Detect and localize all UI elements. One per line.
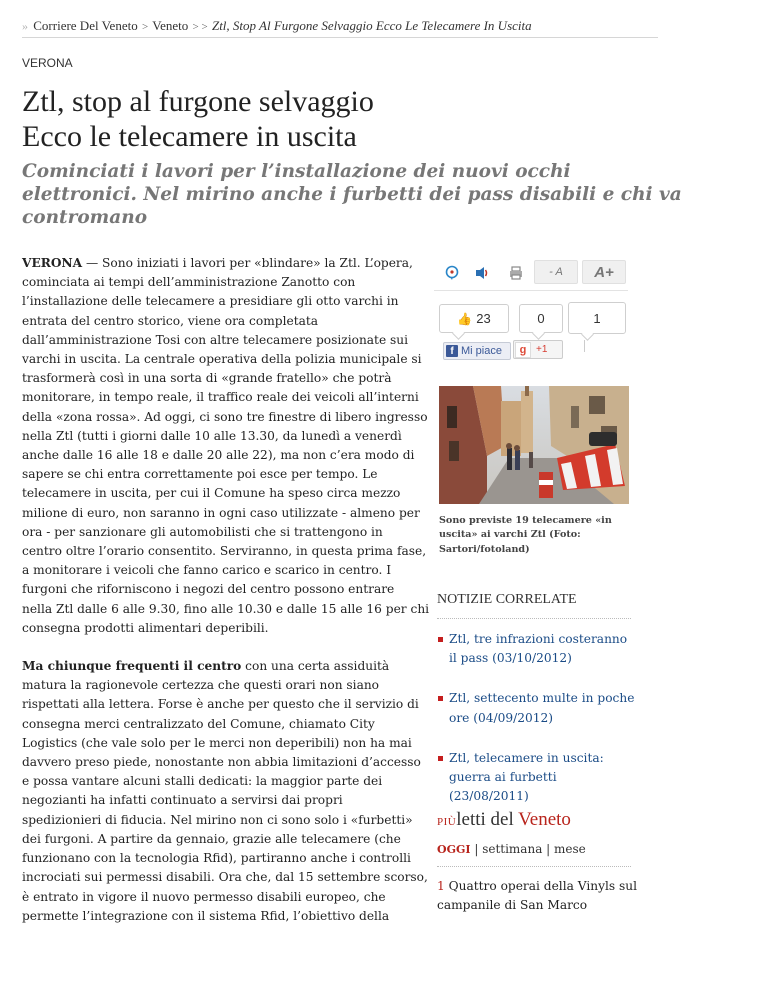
paragraph-line: rispettati alla lettera. Forse è anche per questo che il servizio di [22,697,419,712]
paragraph-line: anche dalle 16 alle 18 e dalle 20 alle 22), ma non c’era modo di [22,448,415,463]
font-increase-button[interactable]: A+ [582,260,626,284]
paragraph-line [22,254,422,273]
paragraph-line: sapere se chi entra correttamente poi esce per tempo. Le [22,467,378,482]
facebook-like-count: 23 [476,311,491,326]
most-read-letti: letti del [456,809,519,830]
paragraph-line: matura la ragionevole certezza che questi orari non siano [22,678,380,693]
thumbs-up-icon: 👍 [457,311,473,326]
period-tab-week[interactable]: settimana [482,842,543,856]
paragraph-line: Logistics (che vale solo per le merci non deperibili) non ha mai [22,735,412,750]
paragraph-line: consegna prodotti alimentari deperibili. [22,620,269,635]
link-line: (23/08/2011) [449,789,529,804]
paragraph-line: permette l’integrazione con il sistema Rfid, l’obiettivo della [22,908,390,923]
link-line: il pass (03/10/2012) [449,651,572,666]
most-read-item-text: Quattro operai della Vinyls sul [448,879,637,893]
paragraph-line: varchi in uscita. La centrale operativa della polizia municipale si [22,352,422,367]
paragraph-line: e possa vantare alcuni stalli dedicati: la maggior parte dei [22,774,383,789]
paragraph-line: telecamere in uscita, per cui il Comune ha speso circa mezzo [22,486,401,501]
related-news-item [437,630,637,668]
paragraph-line: ora - per sanzionare gli automobilisti che si trattengono in [22,524,383,539]
breadcrumb-separator: > [141,21,149,33]
related-news-link[interactable] [449,689,637,727]
paragraph-line: entrata del centro storico, viene ora completata [22,313,319,328]
subtitle-line: Cominciati i lavori per l’installazione dei nuovi occhi [22,161,571,182]
breadcrumb-section-link[interactable]: Veneto [152,18,189,33]
subtitle-line: elettronici. Nel mirino anche i furbetti dei pass disabili e chi va [22,184,682,205]
breadcrumb-separator: > > [192,21,208,33]
paragraph-line: monitorare, in tempo reale, il traffico reale dei veicoli all’interni [22,390,419,405]
most-read-item-line [437,877,637,896]
paragraph-text: — Sono iniziati i lavori per «blindare» la Ztl. L’opera, [82,256,413,270]
headline-line: Ecco le telecamere in uscita [22,120,357,153]
most-read-region: Veneto [518,809,571,830]
most-read-item[interactable] [437,877,637,915]
caption-line: uscita» ai varchi Ztl (Foto: [439,529,581,541]
link-line: Ztl, settecento multe in poche [449,691,635,706]
article-body [22,254,430,926]
facebook-icon: f [446,345,458,357]
paragraph-line: dall’amministrazione Tosi con altre telecamere posizionate sui [22,332,409,347]
link-line: guerra ai furbetti [449,770,557,785]
comment-icon[interactable] [442,263,462,283]
paragraph-line: trasformerà così in una sorta di «grande fratello» che potrà [22,371,392,386]
google-plus-icon: g [515,342,531,358]
facebook-like-label: Mi piace [461,345,502,357]
rank-number: 1 [437,879,445,893]
breadcrumb-arrow-icon: » [22,19,28,33]
most-read-periods [437,842,631,867]
dateline: VERONA [22,256,83,270]
gplus-count: 0 [537,311,545,326]
caption-line: Sartori/fotoland) [439,543,530,555]
paragraph-line: spedizionieri di fiducia. Nel mirino non ci sono solo i «furbetti» [22,812,413,827]
article-paragraph [22,254,430,638]
paragraph-line: a monitorare i veicoli che fanno carico e scarico in centro. I [22,563,392,578]
facebook-like-button[interactable] [443,342,511,360]
link-line: Ztl, telecamere in uscita: [449,750,604,765]
print-icon[interactable] [506,263,526,283]
share-count-box [568,302,626,334]
breadcrumb [22,18,658,38]
most-read-title [437,809,571,831]
most-read-item-line: campanile di San Marco [437,898,588,913]
toolbar-tools [434,254,628,291]
paragraph-line: incrociati sui permessi disabili. Ora che, dal 15 settembre scorso, [22,870,428,885]
link-line: Ztl, tre infrazioni costeranno [449,632,628,646]
related-news-title: NOTIZIE CORRELATE [437,592,631,619]
subtitle-line: contromano [22,207,148,228]
period-separator: | [470,842,483,856]
paragraph-line: l’installazione delle telecamere a presidiare gli otto varchi in [22,294,399,309]
share-divider [584,340,593,352]
share-count: 1 [593,310,601,326]
gplus-count-box [519,304,563,333]
related-news-link[interactable] [449,630,637,668]
section-label: VERONA [22,56,73,70]
font-decrease-button[interactable]: - A [534,260,578,284]
paragraph-line: furgoni che riforniscono i negozi del centro possono entrare [22,582,395,597]
paragraph-line: davvero preso piede, nonostante non abbia limitazioni d’accesso [22,755,421,770]
paragraph-line: nella Ztl (tutti i giorni dalle 10 alle 13.30, da lunedì a venerdì [22,428,402,443]
paragraph-lead: Ma chiunque frequenti il centro [22,659,242,674]
related-news-link[interactable] [449,749,637,807]
paragraph-line: milione di euro, non saranno in ogni caso utilizzate - almeno per [22,505,420,520]
period-separator: | [542,842,555,856]
paragraph-line: cominciata ai tempi dell’amministrazione Zanotto con [22,275,356,290]
article-paragraph [22,657,428,926]
related-news-list [437,630,637,827]
paragraph-line: consegna merci centralizzato del Comune, chiamato City [22,716,375,731]
gplus-label: +1 [536,344,548,355]
paragraph-line: dei furgoni. A partire da gennaio, grazie alle telecamere (che [22,831,401,846]
paragraph-line: centro oltre l’orario consentito. Serviranno, in questa prima fase, [22,544,427,559]
related-news-item [437,749,637,807]
paragraph-line: della «zona rossa». Ad oggi, ci sono tre finestre di libero ingresso [22,409,428,424]
related-news-item [437,689,637,727]
paragraph-line: funzionano con la tecnologia Rfid), partiranno anche i controlli [22,851,411,866]
paragraph-line: è entrato in vigore il nuovo permesso disabili europeo, che [22,889,386,904]
listen-icon[interactable] [472,263,492,283]
caption-line: Sono previste 19 telecamere «in [439,515,612,526]
period-tab-month[interactable]: mese [554,842,586,856]
article-toolbar [434,254,628,364]
paragraph-line: nella Ztl dalle 6 alle 9.30, fino alle 10.30 e dalle 15 alle 16 per chi [22,601,430,616]
paragraph-line: negozianti ha infatti continuato a servirsi dai propri [22,793,343,808]
most-read-piu: PIÙ [437,816,457,828]
page-title [22,84,662,154]
breadcrumb-current: Ztl, Stop Al Furgone Selvaggio Ecco Le Telecamere In Uscita [211,18,532,33]
paragraph-line [22,657,422,676]
photo-caption [439,514,629,557]
breadcrumb-site-link[interactable]: Corriere Del Veneto [33,18,138,33]
headline-line: Ztl, stop al furgone selvaggio [22,85,374,118]
facebook-count-box [439,304,509,333]
paragraph-text: con una certa assiduità [241,659,390,674]
period-tab-today[interactable]: OGGI [437,843,471,856]
article-photo[interactable] [439,386,629,504]
link-line: ore (04/09/2012) [449,710,554,725]
gplus-button[interactable] [513,340,563,359]
article-subtitle [22,160,682,229]
